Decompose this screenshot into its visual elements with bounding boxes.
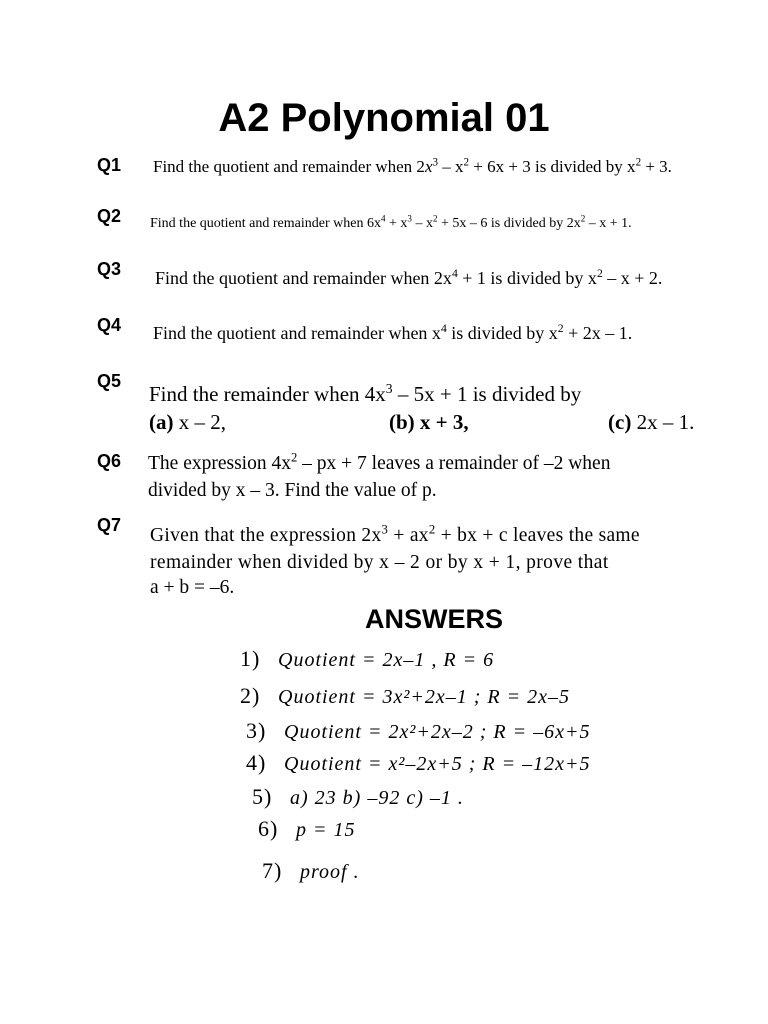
question-label-4: Q4	[97, 315, 122, 335]
question-5-option-a: (a) x – 2,	[149, 410, 226, 434]
question-text-6: The expression $4x^2$ – px + 7 leaves a remainder of –2 when	[148, 450, 611, 474]
question-label-5: Q5	[97, 371, 122, 391]
question-label-6: Q6	[97, 451, 122, 471]
question-label-2: Q2	[97, 206, 122, 226]
answer-7: 7) proof .	[262, 858, 360, 883]
question-label-7: Q7	[97, 515, 122, 535]
question-text-3: Find the quotient and remainder when $2x^4 + 1$ is divided by $x^2 - x + 2$.	[155, 267, 663, 288]
question-text-1: Find the quotient and remainder when $2x^3 - x^2 + 6x + 3$ is divided by $x^2 + 3$.	[153, 156, 672, 176]
answer-3: 3) Quotient = 2x²+2x–2 ; R = –6x+5	[246, 718, 591, 743]
question-7-line-2: remainder when divided by x – 2 or by x + 1, prove that	[150, 552, 609, 573]
question-text-2: Find the quotient and remainder when $6x^4 + x^3 - x^2 + 5x - 6$ is divided by $2x^2 - x + 1$.	[150, 213, 632, 231]
page-title: A2 Polynomial 01	[218, 96, 550, 140]
question-5-option-b: (b) x + 3,	[389, 410, 469, 434]
answer-5: 5) a) 23 b) –92 c) –1 .	[252, 784, 464, 809]
question-label-1: Q1	[97, 155, 122, 175]
answers-heading: ANSWERS	[364, 604, 503, 634]
question-text-7: Given that the expression $2x^3 + ax^2$ + bx + c leaves the same	[150, 522, 640, 546]
answer-1: 1) Quotient = 2x–1 , R = 6	[240, 646, 495, 671]
answer-2: 2) Quotient = 3x²+2x–1 ; R = 2x–5	[240, 683, 570, 708]
question-label-3: Q3	[97, 259, 122, 279]
answer-6: 6) p = 15	[258, 816, 356, 841]
question-5-option-c: (c) 2x – 1.	[608, 410, 695, 434]
question-7-line-3: a + b = –6.	[150, 577, 235, 598]
answer-4: 4) Quotient = x²–2x+5 ; R = –12x+5	[246, 750, 591, 775]
question-text-4: Find the quotient and remainder when $x^4$ is divided by $x^2 + 2x - 1$.	[153, 322, 633, 343]
question-6-line-2: divided by x – 3. Find the value of p.	[148, 480, 437, 501]
question-text-5: Find the remainder when $4x^3 - 5x + 1$ is divided by	[149, 381, 582, 406]
